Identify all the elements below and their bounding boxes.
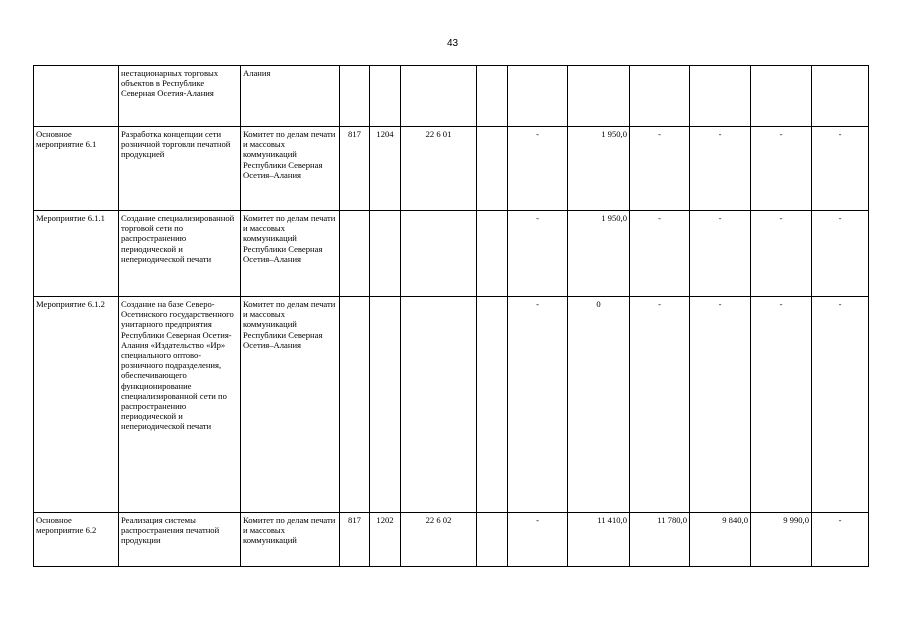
table-row <box>34 297 869 513</box>
cell-grbs <box>340 66 370 127</box>
cell-csr: 22 6 01 <box>401 127 477 211</box>
cell-vr <box>477 297 508 513</box>
cell-vr <box>477 513 508 567</box>
cell-year-3 <box>630 66 690 127</box>
cell-csr <box>401 66 477 127</box>
cell-year-5: 9 990,0 <box>751 513 812 567</box>
cell-vr <box>477 127 508 211</box>
cell-csr <box>401 211 477 297</box>
cell-grbs: 817 <box>340 513 370 567</box>
cell-code: Основное мероприятие 6.1 <box>34 127 119 211</box>
cell-year-4: 9 840,0 <box>690 513 751 567</box>
cell-description: Создание на базе Северо-Осетинского государственного унитарного предприятия Республики Северная Осетия-Алания «Издательство «Ир» специального оптово-розничного подразделения, обеспечивающего функционирование специализированной сети по распространению периодической и непериодической печати <box>119 297 241 513</box>
cell-description: Разработка концепции сети розничной торговли печатной продукцией <box>119 127 241 211</box>
cell-year-2: 11 410,0 <box>568 513 630 567</box>
table-row <box>34 127 869 211</box>
cell-year-1 <box>508 66 568 127</box>
cell-executor: Комитет по делам печати и массовых коммуникаций Республики Северная Осетия–Алания <box>241 127 340 211</box>
table-row <box>34 211 869 297</box>
cell-executor: Комитет по делам печати и массовых коммуникаций <box>241 513 340 567</box>
cell-year-1: - <box>508 211 568 297</box>
cell-year-2: 0 <box>568 297 630 513</box>
cell-rzpr <box>370 211 401 297</box>
cell-year-5: - <box>751 211 812 297</box>
cell-year-2 <box>568 66 630 127</box>
cell-year-4: - <box>690 297 751 513</box>
cell-executor: Комитет по делам печати и массовых коммуникаций Республики Северная Осетия–Алания <box>241 297 340 513</box>
cell-executor: Комитет по делам печати и массовых коммуникаций Республики Северная Осетия–Алания <box>241 211 340 297</box>
cell-description: Реализация системы распространения печатной продукции <box>119 513 241 567</box>
cell-rzpr: 1202 <box>370 513 401 567</box>
cell-csr <box>401 297 477 513</box>
cell-year-2: 1 950,0 <box>568 211 630 297</box>
cell-vr <box>477 66 508 127</box>
cell-year-6: - <box>812 297 869 513</box>
page-number: 43 <box>446 38 459 49</box>
cell-year-5: - <box>751 127 812 211</box>
cell-year-1: - <box>508 127 568 211</box>
cell-grbs <box>340 297 370 513</box>
cell-code: Мероприятие 6.1.2 <box>34 297 119 513</box>
cell-year-6: - <box>812 127 869 211</box>
cell-year-6 <box>812 66 869 127</box>
cell-rzpr <box>370 297 401 513</box>
cell-vr <box>477 211 508 297</box>
cell-code: Основное мероприятие 6.2 <box>34 513 119 567</box>
cell-year-2: 1 950,0 <box>568 127 630 211</box>
program-table <box>33 65 869 567</box>
cell-grbs <box>340 211 370 297</box>
cell-year-1: - <box>508 297 568 513</box>
cell-year-6: - <box>812 211 869 297</box>
cell-description: нестационарных торговых объектов в Республике Северная Осетия-Алания <box>119 66 241 127</box>
cell-description: Создание специализированной торговой сети по распространению периодической и непериодической печати <box>119 211 241 297</box>
table-row <box>34 66 869 127</box>
cell-year-3: 11 780,0 <box>630 513 690 567</box>
cell-year-5: - <box>751 297 812 513</box>
cell-year-6: - <box>812 513 869 567</box>
cell-year-1: - <box>508 513 568 567</box>
cell-code: Мероприятие 6.1.1 <box>34 211 119 297</box>
cell-rzpr <box>370 66 401 127</box>
cell-year-4: - <box>690 211 751 297</box>
cell-year-3: - <box>630 211 690 297</box>
cell-year-4: - <box>690 127 751 211</box>
cell-rzpr: 1204 <box>370 127 401 211</box>
table-row <box>34 513 869 567</box>
cell-grbs: 817 <box>340 127 370 211</box>
cell-year-4 <box>690 66 751 127</box>
cell-csr: 22 6 02 <box>401 513 477 567</box>
cell-code <box>34 66 119 127</box>
cell-executor: Алания <box>241 66 340 127</box>
cell-year-3: - <box>630 297 690 513</box>
cell-year-3: - <box>630 127 690 211</box>
cell-year-5 <box>751 66 812 127</box>
